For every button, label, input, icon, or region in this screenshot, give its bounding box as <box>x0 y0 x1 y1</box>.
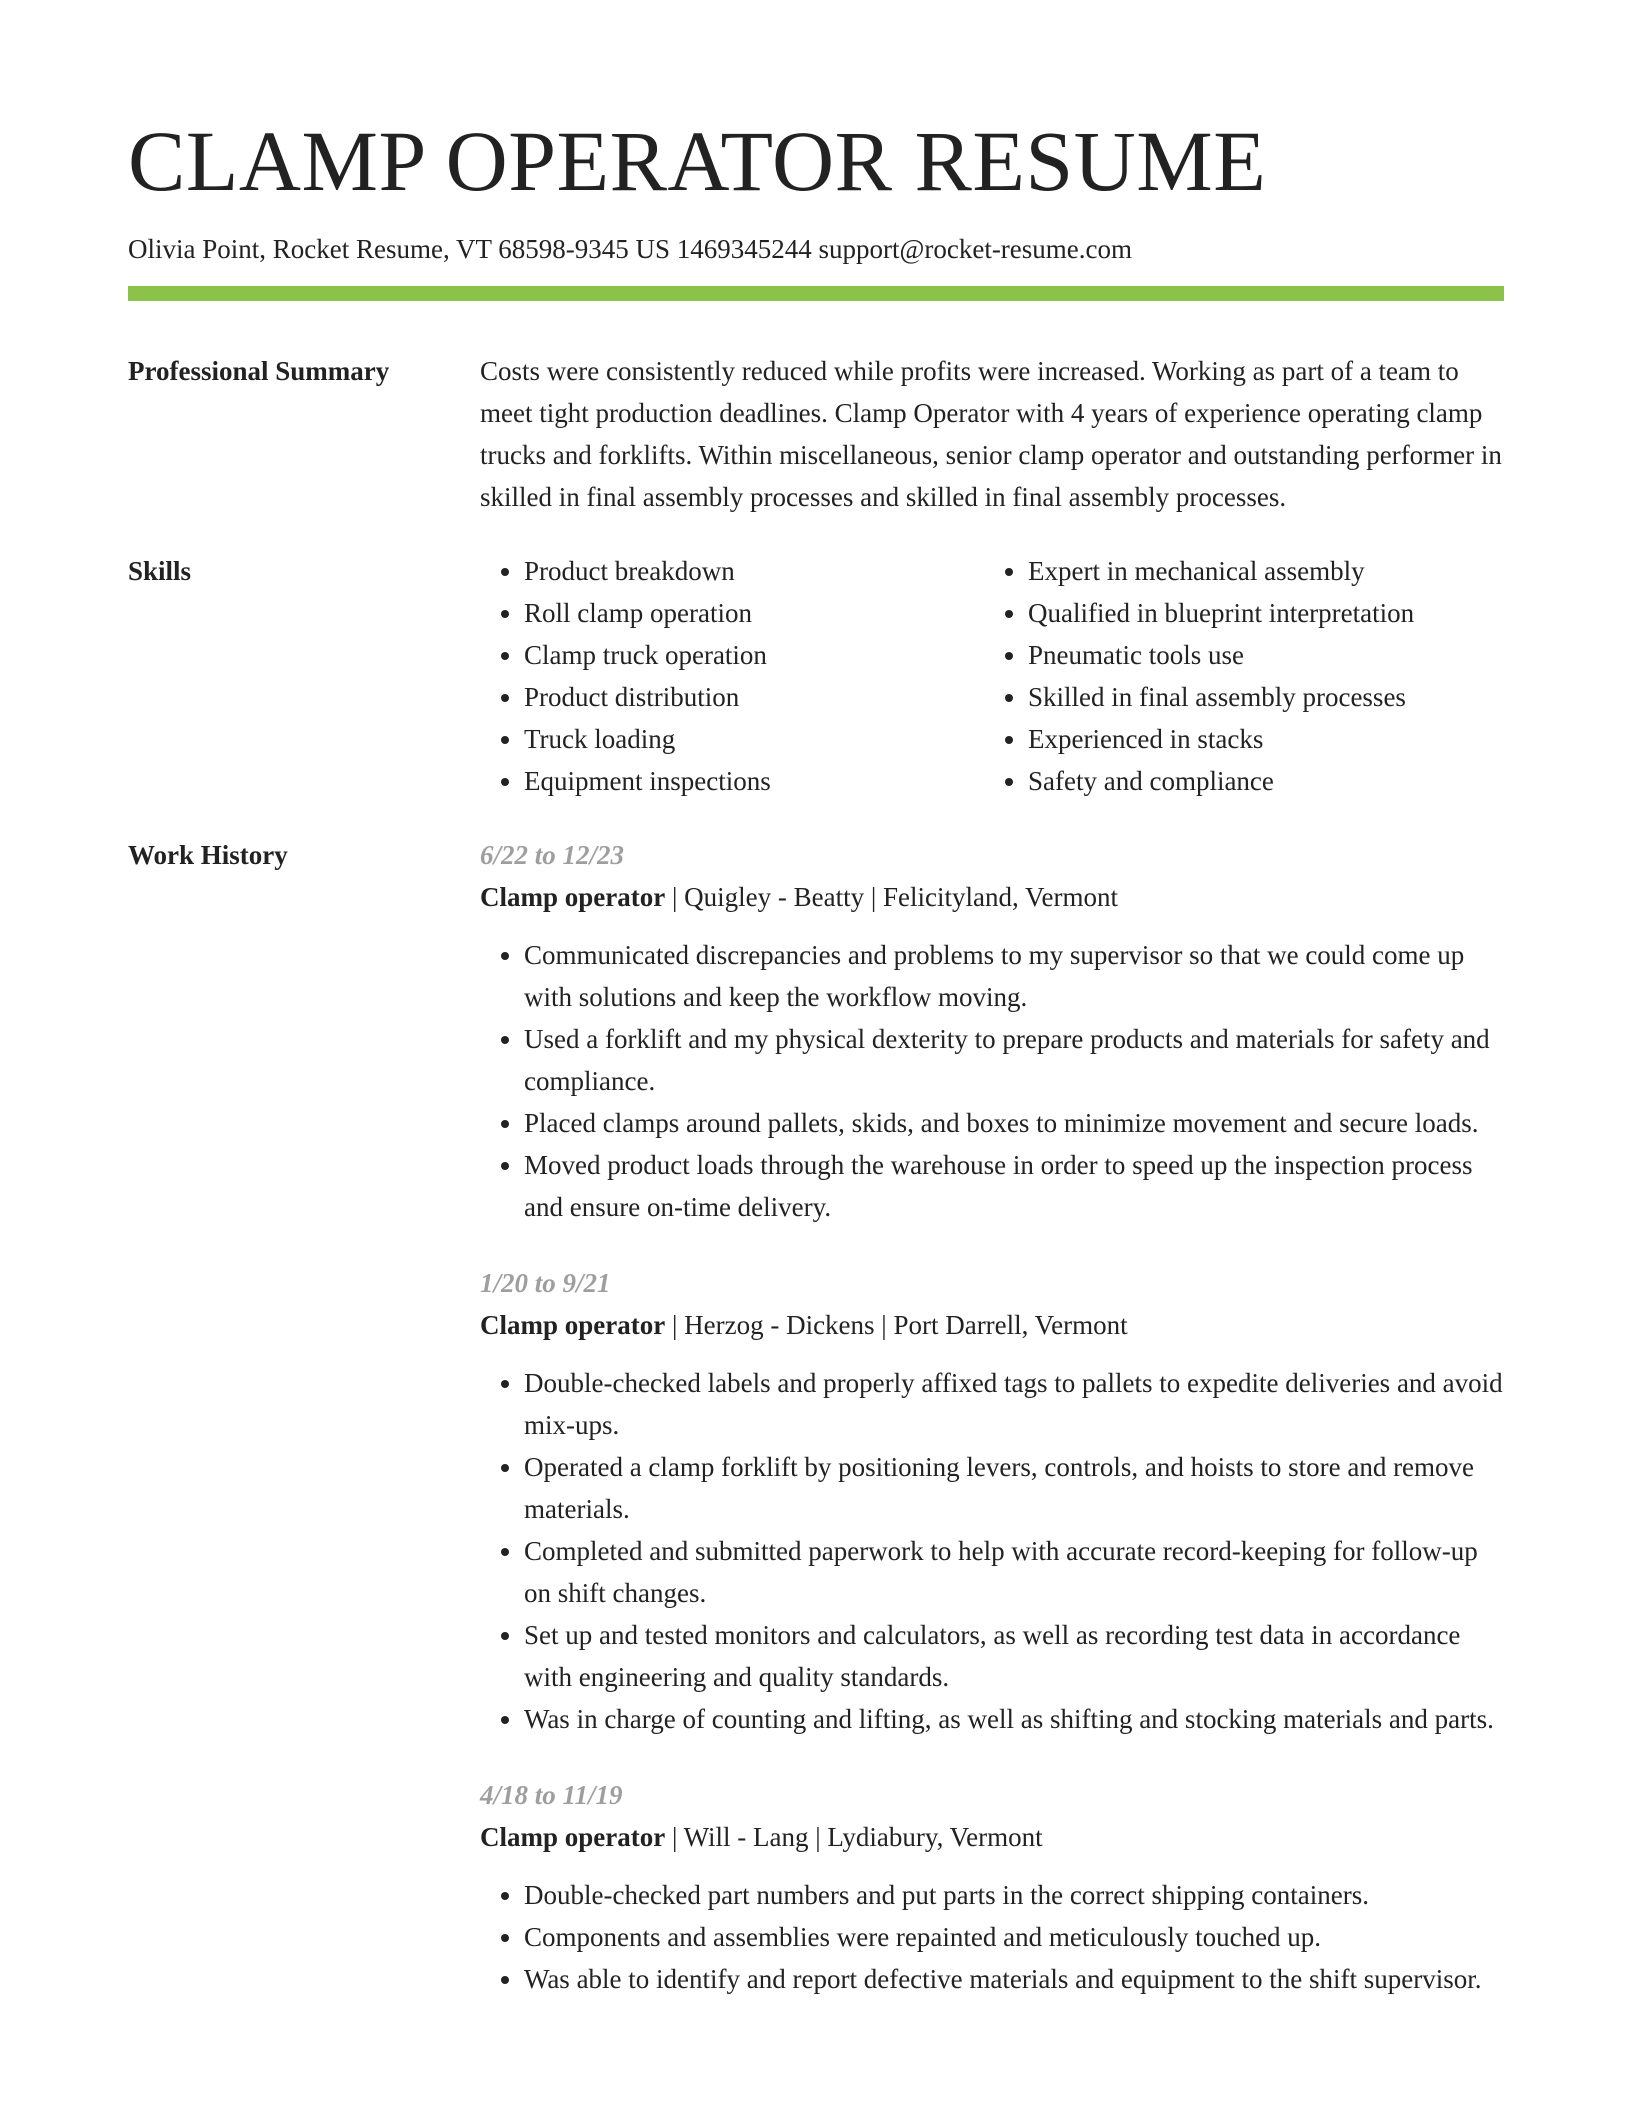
job-bullets <box>480 1874 1504 2000</box>
job-bullet: • Set up and tested monitors and calculators, as well as recording test data in accordance with engineering and quality standards. <box>524 1614 1504 1698</box>
job-bullet: • Double-checked part numbers and put parts in the correct shipping containers. <box>524 1874 1504 1916</box>
header-accent-rule <box>128 286 1504 301</box>
summary-text: Costs were consistently reduced while profits were increased. Working as part of a team to meet tight production deadlines. Clamp Operator with 4 years of experience operating clamp trucks and forklifts. Within miscellaneous, senior clamp operator and outstanding performer in skilled in final assembly processes and skilled in final assembly processes. <box>480 356 1502 512</box>
contact-line: Olivia Point, Rocket Resume, VT 68598-9345 US 1469345244 support@rocket-resume.com <box>128 234 1133 264</box>
job-bullet: • Double-checked labels and properly affixed tags to pallets to expedite deliveries and avoid mix-ups. <box>524 1362 1504 1446</box>
job-entry <box>480 1774 1504 2000</box>
job-bullet: • Moved product loads through the warehouse in order to speed up the inspection process and ensure on-time delivery. <box>524 1144 1504 1228</box>
skill-item: • Product breakdown <box>524 550 984 592</box>
job-dates: 4/18 to 11/19 <box>480 1780 623 1810</box>
summary-section <box>480 350 1504 518</box>
job-bullet: • Completed and submitted paperwork to help with accurate record-keeping for follow-up on shift changes. <box>524 1530 1504 1614</box>
job-bullet: • Components and assemblies were repainted and meticulously touched up. <box>524 1916 1504 1958</box>
job-bullet: • Was in charge of counting and lifting, as well as shifting and stocking materials and parts. <box>524 1698 1504 1740</box>
resume-title: CLAMP OPERATOR RESUME <box>128 113 1267 209</box>
skills-list-right <box>984 550 1488 802</box>
job-title: Clamp operator <box>480 1822 666 1852</box>
skill-item: • Pneumatic tools use <box>1028 634 1488 676</box>
job-details: | Herzog - Dickens | Port Darrell, Vermont <box>665 1310 1128 1340</box>
work-history-heading: Work History <box>128 840 288 870</box>
summary-heading: Professional Summary <box>128 356 390 386</box>
job-title: Clamp operator <box>480 1310 666 1340</box>
job-bullet: • Was able to identify and report defective materials and equipment to the shift supervisor. <box>524 1958 1504 2000</box>
job-dates: 1/20 to 9/21 <box>480 1268 611 1298</box>
job-entry <box>480 834 1504 1228</box>
skill-item: • Expert in mechanical assembly <box>1028 550 1488 592</box>
skill-item: • Truck loading <box>524 718 984 760</box>
job-heading <box>480 1304 1504 1346</box>
job-details: | Will - Lang | Lydiabury, Vermont <box>665 1822 1043 1852</box>
job-entry <box>480 1262 1504 1740</box>
job-heading <box>480 876 1504 918</box>
job-dates: 6/22 to 12/23 <box>480 840 625 870</box>
skill-item: • Qualified in blueprint interpretation <box>1028 592 1488 634</box>
job-bullets <box>480 934 1504 1228</box>
skill-item: • Experienced in stacks <box>1028 718 1488 760</box>
skills-grid <box>480 550 1504 802</box>
skill-item: • Equipment inspections <box>524 760 984 802</box>
skill-item: • Clamp truck operation <box>524 634 984 676</box>
job-bullet: • Operated a clamp forklift by positioning levers, controls, and hoists to store and remove materials. <box>524 1446 1504 1530</box>
skills-heading: Skills <box>128 556 192 586</box>
job-title: Clamp operator <box>480 882 666 912</box>
job-heading <box>480 1816 1504 1858</box>
skills-section <box>480 550 1504 802</box>
job-bullet: • Used a forklift and my physical dexterity to prepare products and materials for safety and compliance. <box>524 1018 1504 1102</box>
skill-item: • Product distribution <box>524 676 984 718</box>
skill-item: • Roll clamp operation <box>524 592 984 634</box>
skill-item: • Skilled in final assembly processes <box>1028 676 1488 718</box>
job-bullets <box>480 1362 1504 1740</box>
job-details: | Quigley - Beatty | Felicityland, Vermont <box>665 882 1118 912</box>
job-bullet: • Communicated discrepancies and problems to my supervisor so that we could come up with solutions and keep the workflow moving. <box>524 934 1504 1018</box>
work-history-section <box>480 834 1504 2034</box>
skill-item: • Safety and compliance <box>1028 760 1488 802</box>
skills-list-left <box>480 550 984 802</box>
job-bullet: • Placed clamps around pallets, skids, and boxes to minimize movement and secure loads. <box>524 1102 1504 1144</box>
